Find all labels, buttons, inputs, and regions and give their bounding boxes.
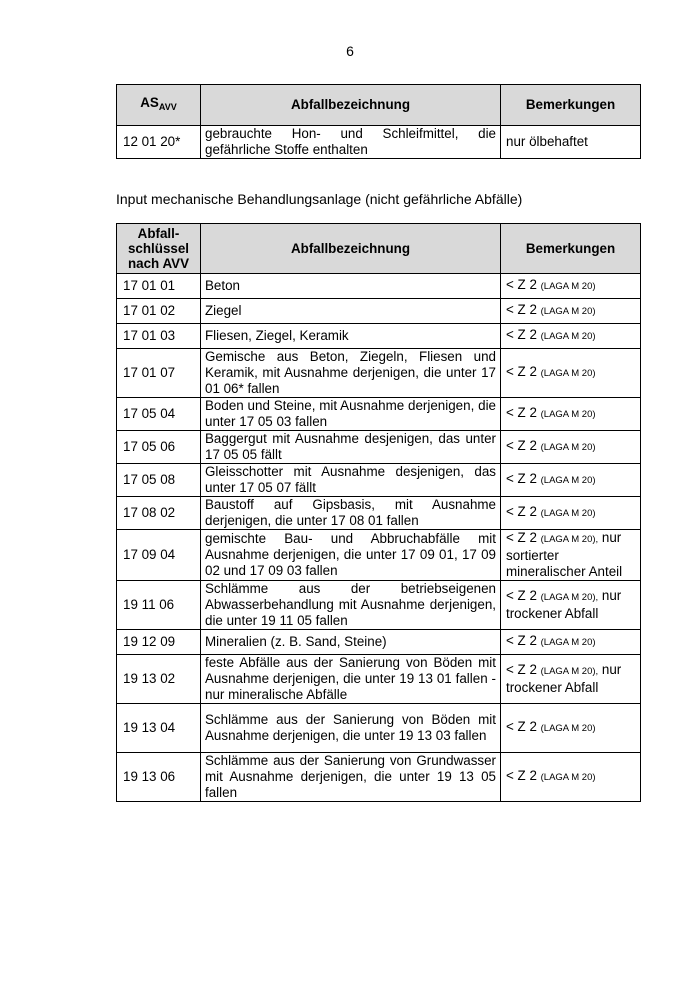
header-abfallschluessel: Abfall-schlüssel nach AVV (117, 224, 201, 274)
remark-limit: < Z 2 (506, 588, 537, 603)
remark-note: nur trockener Abfall (506, 662, 622, 695)
waste-remark (501, 497, 641, 530)
waste-description: gebrauchte Hon- und Schleifmittel, die gefährliche Stoffe enthalten (201, 126, 501, 159)
header-bemerkungen: Bemerkungen (501, 224, 641, 274)
waste-code: 19 12 09 (117, 630, 201, 655)
waste-description: feste Abfälle aus der Sanierung von Böden mit Ausnahme derjenigen, die unter 19 13 01 fallen - nur mineralische Abfälle (201, 655, 501, 704)
remark-reference: (LAGA M 20), (540, 592, 599, 603)
table-row (117, 349, 641, 398)
remark-limit: < Z 2 (506, 405, 537, 420)
waste-remark (501, 398, 641, 431)
waste-code: 17 05 08 (117, 464, 201, 497)
remark-reference: (LAGA M 20) (540, 772, 596, 783)
waste-description: Schlämme aus der Sanierung von Böden mit Ausnahme derjenigen, die unter 19 13 03 fallen (201, 704, 501, 753)
waste-description: Ziegel (201, 299, 501, 324)
waste-remark (501, 324, 641, 349)
waste-code: 19 13 06 (117, 753, 201, 802)
remark-note: nur sortierter mineralischer Anteil (506, 530, 623, 579)
waste-remark (501, 274, 641, 299)
remark-limit: < Z 2 (506, 327, 537, 342)
remark-reference: (LAGA M 20) (540, 442, 596, 453)
waste-remark: nur ölbehaftet (501, 126, 641, 159)
table-header-row (117, 85, 641, 126)
table-row (117, 464, 641, 497)
header-as-avv (117, 85, 201, 126)
waste-code: 17 05 06 (117, 431, 201, 464)
remark-reference: (LAGA M 20) (540, 475, 596, 486)
table-row (117, 753, 641, 802)
waste-code: 17 01 03 (117, 324, 201, 349)
waste-code: 12 01 20* (117, 126, 201, 159)
waste-description: Baggergut mit Ausnahme desjenigen, das unter 17 05 05 fällt (201, 431, 501, 464)
remark-reference: (LAGA M 20) (540, 306, 596, 317)
waste-code: 17 09 04 (117, 530, 201, 581)
header-as-sub: AVV (158, 102, 177, 112)
header-bemerkungen: Bemerkungen (501, 85, 641, 126)
remark-limit: < Z 2 (506, 277, 537, 292)
remark-reference: (LAGA M 20) (540, 331, 596, 342)
waste-remark (501, 464, 641, 497)
remark-reference: (LAGA M 20) (540, 368, 596, 379)
waste-code: 19 13 02 (117, 655, 201, 704)
remark-limit: < Z 2 (506, 768, 537, 783)
remark-limit: < Z 2 (506, 471, 537, 486)
remark-reference: (LAGA M 20), (540, 666, 599, 677)
table-header-row (117, 224, 641, 274)
waste-description: Beton (201, 274, 501, 299)
table-row (117, 630, 641, 655)
remark-reference: (LAGA M 20) (540, 281, 596, 292)
header-abfallbezeichnung: Abfallbezeichnung (201, 85, 501, 126)
waste-remark (501, 655, 641, 704)
table-row (117, 431, 641, 464)
table-row (117, 704, 641, 753)
remark-reference: (LAGA M 20), (540, 534, 599, 545)
table-row (117, 530, 641, 581)
waste-description: gemischte Bau- und Abbruchabfälle mit Ausnahme derjenigen, die unter 17 09 01, 17 09 02 und 17 09 03 fallen (201, 530, 501, 581)
remark-reference: (LAGA M 20) (540, 637, 596, 648)
remark-limit: < Z 2 (506, 438, 537, 453)
waste-description: Schlämme aus der Sanierung von Grundwasser mit Ausnahme derjenigen, die unter 19 13 05 fallen (201, 753, 501, 802)
remark-limit: < Z 2 (506, 364, 537, 379)
waste-description: Gemische aus Beton, Ziegeln, Fliesen und Keramik, mit Ausnahme derjenigen, die unter 17 01 06* fallen (201, 349, 501, 398)
table-row (117, 126, 641, 159)
table-row (117, 299, 641, 324)
table-row (117, 581, 641, 630)
remark-limit: < Z 2 (506, 719, 537, 734)
waste-code: 17 08 02 (117, 497, 201, 530)
table-hazardous-waste (116, 84, 641, 159)
waste-code: 17 01 01 (117, 274, 201, 299)
waste-remark (501, 704, 641, 753)
remark-reference: (LAGA M 20) (540, 723, 596, 734)
waste-code: 17 01 02 (117, 299, 201, 324)
waste-description: Schlämme aus der betriebseigenen Abwasserbehandlung mit Ausnahme derjenigen, die unter 19 11 05 fallen (201, 581, 501, 630)
table-row (117, 324, 641, 349)
waste-remark (501, 299, 641, 324)
remark-limit: < Z 2 (506, 633, 537, 648)
remark-limit: < Z 2 (506, 530, 537, 545)
table-non-hazardous-waste (116, 223, 641, 802)
remark-limit: < Z 2 (506, 662, 537, 677)
waste-remark (501, 581, 641, 630)
waste-code: 19 13 04 (117, 704, 201, 753)
remark-reference: (LAGA M 20) (540, 409, 596, 420)
table-row (117, 398, 641, 431)
remark-note: nur trockener Abfall (506, 588, 622, 621)
remark-reference: (LAGA M 20) (540, 508, 596, 519)
table-row (117, 497, 641, 530)
header-abfallbezeichnung: Abfallbezeichnung (201, 224, 501, 274)
waste-code: 17 01 07 (117, 349, 201, 398)
waste-code: 19 11 06 (117, 581, 201, 630)
waste-description: Gleisschotter mit Ausnahme desjenigen, das unter 17 05 07 fällt (201, 464, 501, 497)
waste-description: Mineralien (z. B. Sand, Steine) (201, 630, 501, 655)
table-row (117, 655, 641, 704)
waste-code: 17 05 04 (117, 398, 201, 431)
remark-limit: < Z 2 (506, 504, 537, 519)
section-subtitle: Input mechanische Behandlungsanlage (nicht gefährliche Abfälle) (116, 191, 523, 207)
waste-description: Fliesen, Ziegel, Keramik (201, 324, 501, 349)
page-number: 6 (346, 43, 354, 59)
waste-remark (501, 753, 641, 802)
waste-remark (501, 349, 641, 398)
waste-description: Baustoff auf Gipsbasis, mit Ausnahme derjenigen, die unter 17 08 01 fallen (201, 497, 501, 530)
table-row (117, 274, 641, 299)
remark-limit: < Z 2 (506, 302, 537, 317)
header-as-main: AS (140, 95, 159, 110)
waste-remark (501, 431, 641, 464)
waste-description: Boden und Steine, mit Ausnahme derjenigen, die unter 17 05 03 fallen (201, 398, 501, 431)
waste-remark (501, 630, 641, 655)
waste-remark (501, 530, 641, 581)
